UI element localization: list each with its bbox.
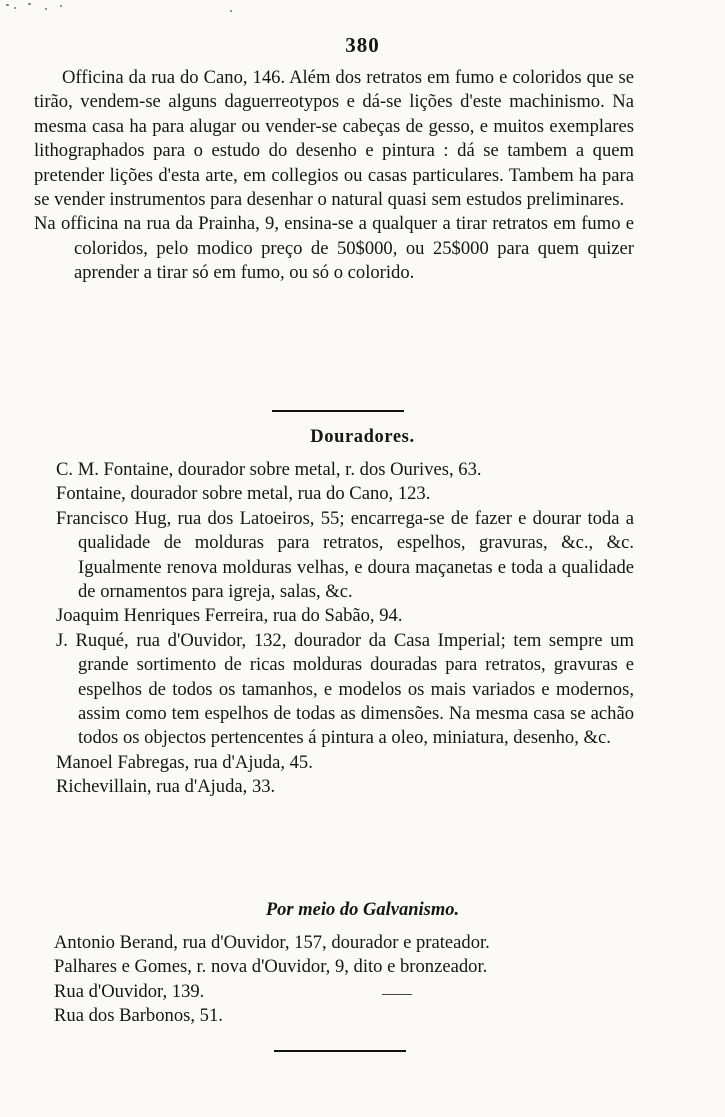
douradores-list bbox=[48, 458, 634, 800]
heading-douradores: Douradores. bbox=[310, 427, 415, 447]
paragraph-officina-cano: Officina da rua do Cano, 146. Além dos retratos em fumo e coloridos que se tirão, vendem-se alguns daguerreotypos e dá-se lições d'este machinismo. Na mesma casa ha para alugar ou vender-se cabeças de gesso, e muitos exemplares lithographados para o estudo do desenho e pintura : dá se tambem a quem pretender lições d'esta arte, em collegios ou casas particulares. Tambem ha para se vender instrumentos para desenhar o natural quasi sem estudos preliminares. bbox=[34, 67, 634, 211]
print-speck bbox=[28, 3, 31, 5]
section-divider bbox=[272, 410, 404, 412]
end-divider bbox=[274, 1050, 406, 1052]
entry-manoel-fabregas: Manoel Fabregas, rua d'Ajuda, 45. bbox=[56, 751, 313, 773]
entry-ruque: J. Ruqué, rua d'Ouvidor, 132, dourador da Casa Imperial; tem sempre um grande sortimento de ricas molduras douradas para retratos, gravuras e espelhos de todos os tamanhos, e modelos os mais variados e modernos, assim como tem espelhos de todas as dimensões. Na mesma casa se achão todos os objectos pertencentes á pintura a oleo, miniatura, desenho, &c. bbox=[56, 629, 634, 749]
print-speck bbox=[6, 4, 9, 6]
print-speck bbox=[60, 5, 62, 7]
entry-richevillain: Richevillain, rua d'Ajuda, 33. bbox=[56, 776, 276, 798]
paragraph-officina-prainha: Na officina na rua da Prainha, 9, ensina-se a qualquer a tirar retratos em fumo e coloridos, pelo modico preço de 50$000, ou 25$000 para quem quizer aprender a tirar só em fumo, ou só o colorido. bbox=[34, 213, 634, 284]
entry-joaquim-ferreira: Joaquim Henriques Ferreira, rua do Sabão, 94. bbox=[56, 605, 403, 627]
stray-mark bbox=[382, 994, 412, 995]
entry-palhares-gomes: Palhares e Gomes, r. nova d'Ouvidor, 9, dito e bronzeador. bbox=[54, 956, 488, 978]
entry-antonio-berand: Antonio Berand, rua d'Ouvidor, 157, dourador e prateador. bbox=[54, 932, 490, 953]
entry-fontaine-cano: Fontaine, dourador sobre metal, rua do Cano, 123. bbox=[56, 483, 431, 505]
entry-francisco-hug: Francisco Hug, rua dos Latoeiros, 55; encarrega-se de fazer e dourar toda a qualidade de molduras para retratos, espelhos, gravuras, &c., &c. Igualmente renova molduras velhas, e doura maçanetas e toda a qualidade de ornamentos para igreja, salas, &c. bbox=[56, 507, 634, 603]
entry-rua-ouvidor: Rua d'Ouvidor, 139. bbox=[54, 980, 205, 1002]
section-retratos bbox=[34, 66, 634, 286]
print-speck bbox=[14, 7, 16, 9]
print-speck bbox=[230, 10, 232, 12]
page-number: 380 bbox=[345, 33, 380, 57]
heading-galvanismo: Por meio do Galvanismo. bbox=[265, 900, 460, 920]
entry-rua-barbonos: Rua dos Barbonos, 51. bbox=[54, 1005, 223, 1027]
entry-fontaine-ourives: C. M. Fontaine, dourador sobre metal, r. dos Ourives, 63. bbox=[56, 459, 482, 480]
print-speck bbox=[45, 8, 47, 10]
galvanismo-list bbox=[46, 931, 636, 1029]
